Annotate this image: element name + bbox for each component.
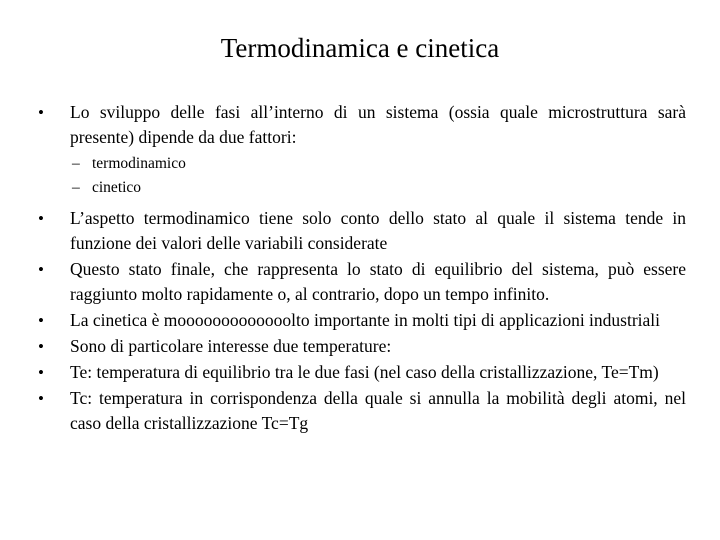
bullet-icon: •: [38, 363, 44, 382]
bullet-item: [38, 100, 686, 150]
bullet-text: La cinetica è mooooooooooooolto importante in molti tipi di applicazioni industriali: [70, 310, 661, 330]
bullet-text: L’aspetto termodinamico tiene solo conto dello stato al quale il sistema tende in funzione dei valori delle variabili considerate: [70, 208, 686, 253]
bullet-item: [38, 360, 686, 385]
bullet-item: [38, 334, 686, 359]
sub-item-text: termodinamico: [92, 155, 186, 172]
bullet-item: [38, 257, 686, 307]
bullet-text: Questo stato finale, che rappresenta lo stato di equilibrio del sistema, può essere raggiunto molto rapidamente o, al contrario, dopo un tempo infinito.: [70, 259, 686, 304]
slide-title: Termodinamica e cinetica: [220, 33, 500, 63]
bullet-item: [38, 386, 686, 436]
dash-icon: –: [72, 155, 80, 172]
sub-item-text: cinetico: [92, 179, 142, 196]
bullet-text: Tc: temperatura in corrispondenza della quale si annulla la mobilità degli atomi, nel caso della cristallizzazione Tc=Tg: [70, 388, 686, 433]
bullet-item: [38, 308, 686, 333]
bullet-icon: •: [38, 311, 44, 330]
bullet-icon: •: [38, 103, 44, 122]
bullet-item: [38, 206, 686, 256]
sub-item: [72, 152, 686, 176]
dash-icon: –: [72, 179, 80, 196]
sub-item: [72, 176, 686, 200]
bullet-text: Sono di particolare interesse due temperature:: [70, 336, 392, 356]
bullet-text: Lo sviluppo delle fasi all’interno di un sistema (ossia quale microstruttura sarà presente) dipende da due fattori:: [70, 102, 686, 147]
bullet-icon: •: [38, 260, 44, 279]
sub-list: [72, 152, 686, 200]
slide-content: [38, 100, 686, 437]
bullet-icon: •: [38, 337, 44, 356]
bullet-icon: •: [38, 389, 44, 408]
bullet-text: Te: temperatura di equilibrio tra le due fasi (nel caso della cristallizzazione, Te=Tm): [70, 362, 659, 382]
bullet-icon: •: [38, 209, 44, 228]
